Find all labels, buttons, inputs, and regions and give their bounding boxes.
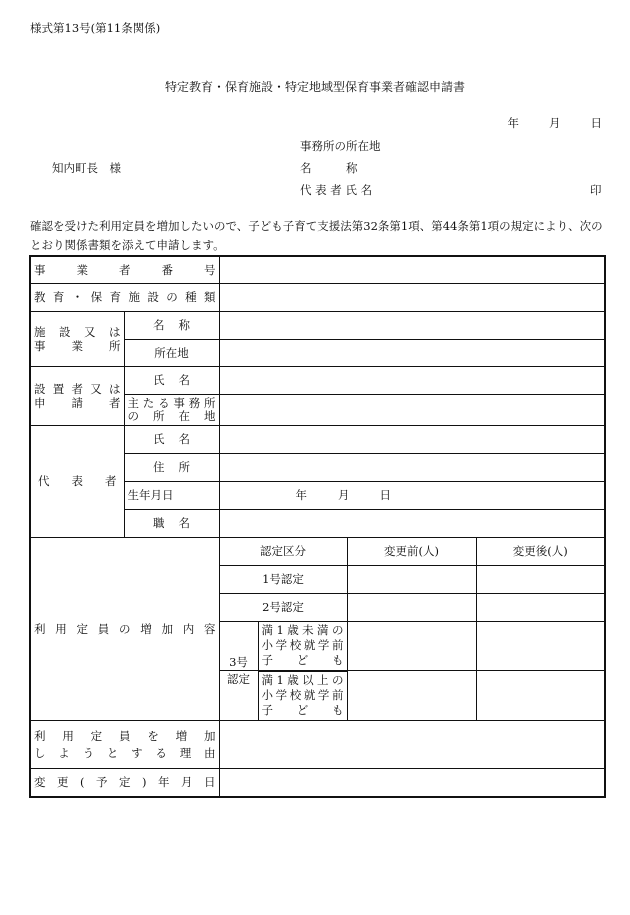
under1-line2: 小 学 校 就 学 前 xyxy=(261,638,344,652)
rep-name-field[interactable] xyxy=(219,425,605,453)
cert1-label: 1号認定 xyxy=(219,565,347,593)
facility-name-field[interactable] xyxy=(219,311,605,339)
application-form-table xyxy=(29,255,606,798)
date-year-label: 年 xyxy=(507,116,519,130)
business-number-label xyxy=(30,256,219,283)
change-date-field[interactable] xyxy=(219,769,605,797)
reason-line2: し よ う と す る 理 由 xyxy=(34,745,216,760)
capacity-group-label xyxy=(30,537,219,721)
facility-group-label xyxy=(30,311,124,366)
reason-label xyxy=(30,721,219,769)
birth-year-label: 年 xyxy=(295,488,308,502)
founder-office-label xyxy=(124,394,219,425)
under1-line1: 満 1 歳 未 満 の xyxy=(261,623,344,637)
rep-position-field[interactable] xyxy=(219,509,605,537)
founder-office-field[interactable] xyxy=(219,394,605,425)
founder-name-label: 氏名 xyxy=(124,366,219,394)
business-number-field[interactable] xyxy=(219,256,605,283)
rep-position-label: 職名 xyxy=(124,509,219,537)
under1-line3: 子 ど も xyxy=(261,653,344,667)
representative-name-label: 代 表 者 氏 名 xyxy=(300,183,373,197)
over1-line2: 小 学 校 就 学 前 xyxy=(261,688,344,703)
row-capacity-header xyxy=(30,537,605,565)
seal-mark: 印 xyxy=(590,183,602,197)
header-before: 変更前(人) xyxy=(347,537,476,565)
reason-line1: 利 用 定 員 を 増 加 xyxy=(34,728,216,743)
cert3-line2: 認定 xyxy=(227,672,251,686)
rep-name-label: 氏名 xyxy=(124,425,219,453)
rep-birth-field[interactable] xyxy=(219,481,605,509)
over1-before-field[interactable] xyxy=(347,670,476,721)
row-reason xyxy=(30,721,605,769)
birth-month-label: 月 xyxy=(338,488,350,502)
facility-group-line1: 施 設 又 は xyxy=(34,324,121,339)
change-date-label xyxy=(30,769,219,797)
row-rep-name xyxy=(30,425,605,453)
intro-paragraph: 確認を受けた利用定員を増加したいので、子ども子育て支援法第32条第1項、第44条第1項の規定により、次のとおり関係書類を添えて申請します。 xyxy=(30,219,603,252)
under1-after-field[interactable] xyxy=(476,621,605,670)
date-day-label: 日 xyxy=(590,116,602,130)
facility-type-label xyxy=(30,283,219,311)
office-address-label: 事務所の所在地 xyxy=(300,139,381,153)
over1-after-field[interactable] xyxy=(476,670,605,721)
founder-name-field[interactable] xyxy=(219,366,605,394)
cert1-before-field[interactable] xyxy=(347,565,476,593)
header-category: 認定区分 xyxy=(219,537,347,565)
cert2-before-field[interactable] xyxy=(347,593,476,621)
representative-group-label xyxy=(30,425,124,537)
row-facility-name xyxy=(30,311,605,339)
row-founder-name xyxy=(30,366,605,394)
cert3-line1: 3号 xyxy=(229,654,248,669)
cert3-label-top xyxy=(220,622,259,670)
facility-group-line2: 事 業 所 xyxy=(34,338,121,353)
document-title: 特定教育・保育施設・特定地域型保育事業者確認申請書 xyxy=(164,80,465,94)
facility-location-label: 所在地 xyxy=(124,339,219,366)
birth-day-label: 日 xyxy=(379,488,392,502)
under1-before-field[interactable] xyxy=(347,621,476,670)
cert3-over1-cell xyxy=(219,670,347,721)
facility-location-field[interactable] xyxy=(219,339,605,366)
facility-name-label: 名称 xyxy=(124,311,219,339)
header-after: 変更後(人) xyxy=(476,537,605,565)
over1-line3: 子 ど も xyxy=(261,703,344,718)
office-name-label: 名 称 xyxy=(300,161,358,175)
over1-line1: 満 1 歳 以 上 の xyxy=(261,673,344,688)
rep-address-label: 住所 xyxy=(124,453,219,481)
capacity-group-text: 利 用 定 員 の 増 加 内 容 xyxy=(34,621,216,636)
facility-type-text: 教 育 ・ 保 育 施 設 の 種 類 xyxy=(34,290,216,304)
founder-group-line1: 設 置 者 又 は xyxy=(34,381,121,396)
row-facility-type xyxy=(30,283,605,311)
cert1-after-field[interactable] xyxy=(476,565,605,593)
facility-type-field[interactable] xyxy=(219,283,605,311)
founder-office-line1: 主 た る 事 務 所 xyxy=(127,395,216,410)
row-business-number xyxy=(30,256,605,283)
over1-label xyxy=(258,671,347,720)
cert3-label-bottom xyxy=(220,671,259,720)
founder-group-label xyxy=(30,366,124,425)
row-change-date xyxy=(30,769,605,797)
application-date xyxy=(508,115,603,131)
form-number: 様式第13号(第11条関係) xyxy=(30,21,161,35)
founder-group-line2: 申 請 者 xyxy=(34,395,121,410)
addressee: 知内町長 様 xyxy=(52,161,121,175)
cert2-label: 2号認定 xyxy=(219,593,347,621)
rep-address-field[interactable] xyxy=(219,453,605,481)
business-number-text: 事 業 者 番 号 xyxy=(34,262,216,277)
rep-birth-label: 生年月日 xyxy=(124,481,219,509)
change-date-text: 変 更 ( 予 定 ) 年 月 日 xyxy=(34,775,216,790)
cert3-under1-cell xyxy=(219,621,347,670)
founder-office-line2: の 所 在 地 xyxy=(127,408,216,423)
cert2-after-field[interactable] xyxy=(476,593,605,621)
representative-group-text: 代 表 者 xyxy=(38,474,117,488)
under1-label xyxy=(258,622,347,670)
reason-field[interactable] xyxy=(219,721,605,769)
date-month-label: 月 xyxy=(549,116,561,130)
